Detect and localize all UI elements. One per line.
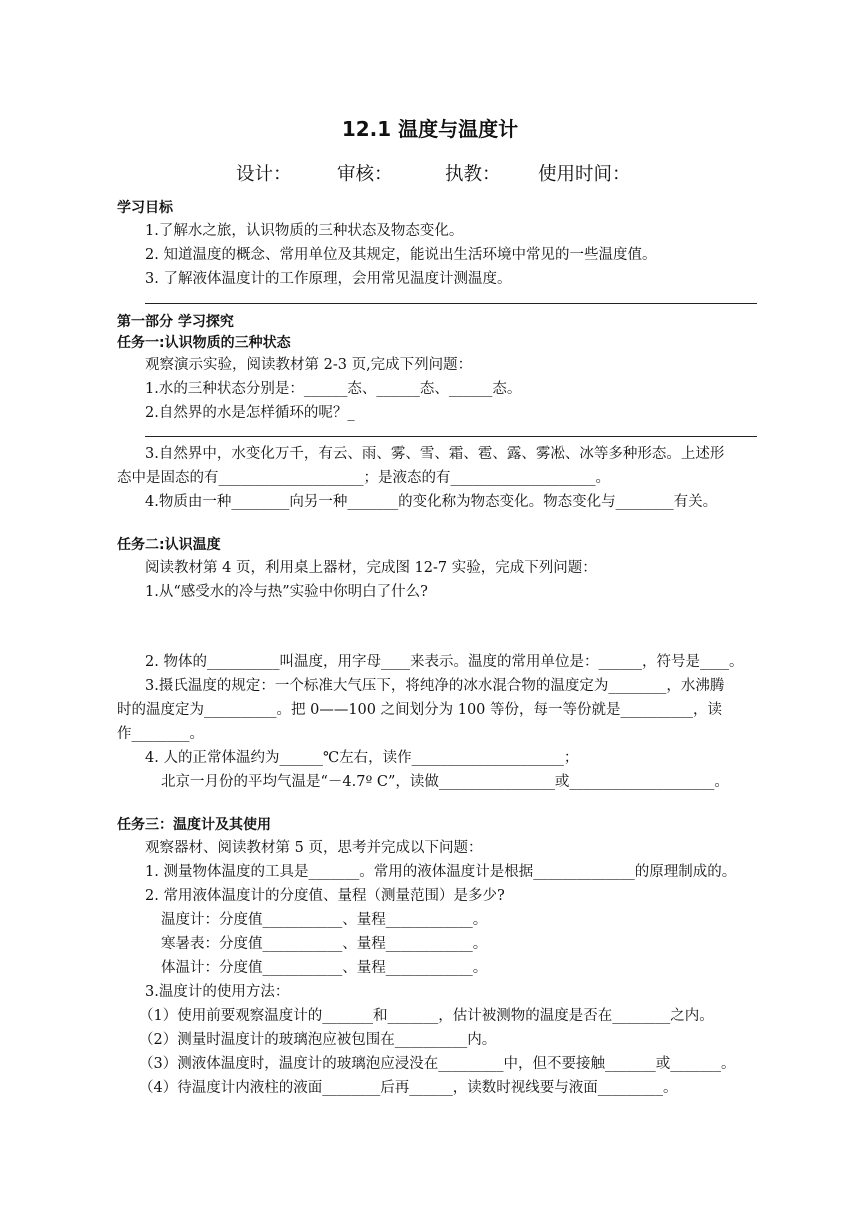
task3-line: 3.温度计的使用方法： bbox=[145, 984, 290, 1000]
task1-line: 3.自然界中，水变化万千，有云、雨、雾、雪、霜、雹、露、雾凇、冰等多种形态。上述形 bbox=[145, 446, 725, 462]
task1-line: 1.水的三种状态分别是：______态、______态、______态。 bbox=[145, 381, 522, 397]
meta-time: 使用时间： bbox=[538, 164, 631, 185]
meta-design: 设计： bbox=[236, 164, 292, 185]
task3-line: （1）使用前要观察温度计的_______和_______，估计被测物的温度是否在________之内。 bbox=[139, 1008, 714, 1024]
task3-line: 体温计：分度值___________、量程____________。 bbox=[161, 960, 488, 976]
part1-heading: 第一部分 学习探究 bbox=[117, 314, 234, 330]
task3-line: 2. 常用液体温度计的分度值、量程（测量范围）是多少? bbox=[145, 888, 505, 904]
task1-line: 观察演示实验，阅读教材第 2-3 页,完成下列问题： bbox=[145, 357, 473, 373]
task3-line: （3）测液体温度时，温度计的玻璃泡应浸没在_________中，但不要接触_______或_______。 bbox=[139, 1056, 736, 1072]
objective-item: 1.了解水之旅，认识物质的三种状态及物态变化。 bbox=[145, 223, 464, 239]
meta-teach: 执教： bbox=[445, 164, 501, 185]
meta-review: 审核： bbox=[337, 164, 393, 185]
task3-line: 温度计：分度值___________、量程____________。 bbox=[161, 912, 488, 928]
task2-line: 1.从“感受水的冷与热”实验中你明白了什么? bbox=[145, 584, 428, 600]
answer-line bbox=[145, 436, 757, 437]
task3-heading: 任务三：温度计及其使用 bbox=[117, 817, 271, 833]
task2-line: 作________。 bbox=[117, 726, 204, 742]
task3-line: 寒暑表：分度值___________、量程____________。 bbox=[161, 936, 488, 952]
task2-line: 3.摄氏温度的规定：一个标准大气压下，将纯净的冰水混合物的温度定为________，水沸腾 bbox=[145, 678, 725, 694]
page-title: 12.1 温度与温度计 bbox=[341, 117, 519, 141]
task2-heading: 任务二:认识温度 bbox=[117, 537, 221, 553]
task2-line: 2. 物体的__________叫温度，用字母____来表示。温度的常用单位是：______，符号是____。 bbox=[145, 654, 744, 670]
objective-item: 2. 知道温度的概念、常用单位及其规定，能说出生活环境中常见的一些温度值。 bbox=[145, 247, 657, 263]
task2-line: 阅读教材第 4 页，利用桌上器材，完成图 12-7 实验，完成下列问题： bbox=[145, 560, 597, 576]
task3-line: 1. 测量物体温度的工具是_______。常用的液体温度计是根据______________的原理制成的。 bbox=[145, 864, 737, 880]
task2-line: 时的温度定为__________。把 0——100 之间划分为 100 等份，每一等份就是__________，读 bbox=[117, 702, 723, 718]
task1-heading: 任务一:认识物质的三种状态 bbox=[117, 335, 291, 351]
task3-line: （2）测量时温度计的玻璃泡应被包围在__________内。 bbox=[139, 1032, 497, 1048]
task2-line: 北京一月份的平均气温是“－4.7º C”，读做________________或____________________。 bbox=[161, 774, 729, 790]
task3-line: 观察器材、阅读教材第 5 页，思考并完成以下问题： bbox=[145, 840, 483, 856]
task1-line: 2.自然界的水是怎样循环的呢？_ bbox=[145, 405, 355, 421]
objective-item: 3. 了解液体温度计的工作原理，会用常见温度计测温度。 bbox=[145, 271, 512, 287]
task1-line: 4.物质由一种________向另一种_______的变化称为物态变化。物态变化与________有关。 bbox=[145, 494, 718, 510]
task1-line: 态中是固态的有____________________；是液态的有____________________。 bbox=[117, 470, 610, 486]
task2-line: 4. 人的正常体温约为______℃左右，读作_____________________； bbox=[145, 750, 579, 766]
task3-line: （4）待温度计内液柱的液面________后再______，读数时视线要与液面_________。 bbox=[139, 1080, 678, 1096]
objectives-heading: 学习目标 bbox=[117, 200, 173, 216]
divider-line bbox=[145, 303, 757, 304]
